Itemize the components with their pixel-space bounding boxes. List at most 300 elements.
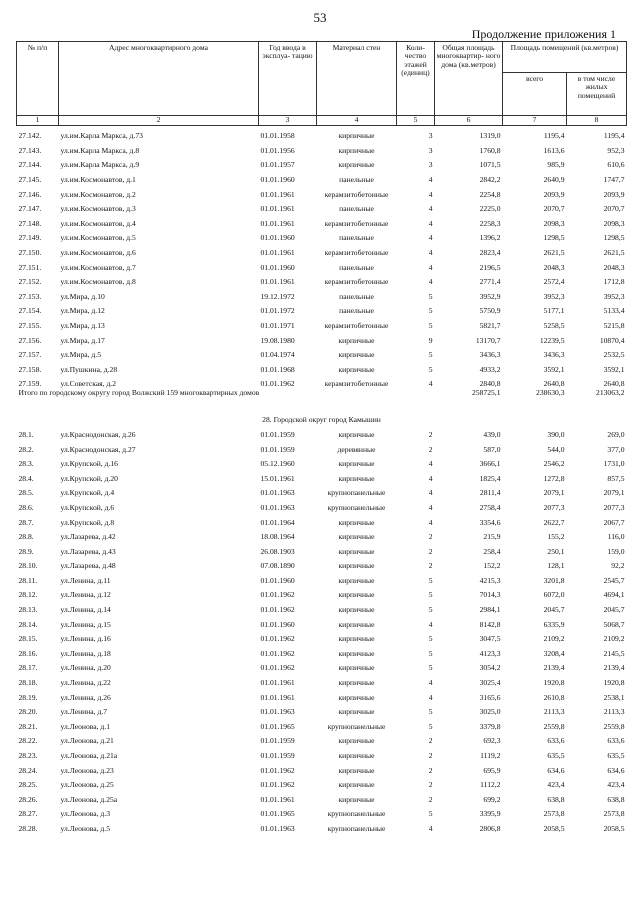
row-premises-all: 2113,3 (543, 707, 565, 717)
row-premises-living: 2545,7 (603, 575, 625, 585)
col-number: 3 (259, 116, 317, 126)
row-premises-living: 2077,3 (603, 502, 625, 512)
row-number: 27.152. (18, 277, 42, 287)
rows-kamyshin (17, 425, 627, 834)
row-year: 01.01.1965 (260, 809, 295, 819)
row-total-area: 3025,0 (479, 707, 501, 717)
table-row (17, 199, 627, 214)
row-premises-living: 2621,5 (603, 248, 625, 257)
table-row (17, 170, 627, 185)
row-address: ул.Пушкина, д.28 (60, 364, 118, 374)
row-number: 28.17. (18, 663, 38, 673)
row-number: 28.16. (18, 648, 38, 658)
row-number: 27.147. (18, 204, 42, 214)
row-address: ул.им.Космонавтов, д.5 (60, 233, 136, 243)
row-total-area: 587,0 (483, 444, 501, 454)
row-year: 01.01.1962 (260, 765, 295, 775)
row-total-area: 1319,0 (479, 131, 501, 141)
row-premises-living: 159,0 (607, 546, 625, 556)
row-material: панельные (339, 204, 374, 214)
row-premises-living: 92,2 (611, 561, 625, 571)
row-year: 01.01.1971 (260, 320, 295, 330)
row-premises-living: 2048,3 (603, 262, 625, 272)
col-header-no: № п/п (17, 42, 59, 116)
row-number: 28.19. (18, 692, 38, 702)
col-header-material: Материал стен (317, 42, 397, 116)
row-material: кирпичные (338, 736, 375, 746)
row-address: ул.им.Космонавтов, д.3 (60, 204, 136, 214)
col-number: 1 (17, 116, 59, 126)
row-address: ул.Ленина, д.14 (60, 605, 111, 615)
row-premises-living: 2640,8 (603, 379, 625, 389)
row-premises-living: 423,4 (607, 780, 625, 790)
row-premises-living: 634,6 (607, 765, 625, 775)
row-premises-living: 2532,5 (603, 350, 625, 360)
row-number: 27.158. (18, 364, 42, 374)
row-material: кирпичные (338, 546, 375, 556)
row-address: ул.Леонова, д.5 (60, 823, 110, 833)
row-material: панельные (339, 233, 374, 243)
table-row (17, 316, 627, 331)
row-premises-living: 116,0 (607, 532, 625, 542)
table-row (17, 454, 627, 469)
row-floors: 4 (428, 248, 433, 257)
row-number: 27.145. (18, 175, 42, 185)
row-material: кирпичные (338, 780, 375, 790)
row-floors: 5 (428, 575, 433, 585)
row-floors: 4 (428, 517, 433, 527)
row-total-area: 3379,8 (479, 721, 501, 731)
row-address: ул.Мира, д.10 (60, 291, 105, 301)
row-address: ул.им.Карла Маркса, д.8 (60, 145, 140, 155)
row-address: ул.Краснодонская, д.26 (60, 429, 136, 439)
row-year: 01.01.1956 (260, 145, 295, 155)
row-premises-living: 2093,9 (603, 189, 625, 199)
row-premises-living: 638,8 (607, 794, 625, 804)
row-address: ул.Крупской, д.16 (60, 459, 118, 469)
row-premises-all: 985,9 (547, 160, 565, 170)
table-row (17, 790, 627, 805)
row-premises-all: 2058,5 (543, 823, 565, 833)
row-year: 15.01.1961 (260, 473, 295, 483)
row-total-area: 1112,2 (480, 780, 501, 790)
row-material: кирпичные (338, 517, 375, 527)
table-row (17, 571, 627, 586)
row-address: ул.им.Карла Маркса, д.73 (60, 131, 143, 141)
row-premises-living: 857,5 (607, 473, 625, 483)
row-material: крупнопанельные (327, 823, 386, 833)
table-row (17, 360, 627, 375)
col-number: 4 (317, 116, 397, 126)
row-address: ул.Мира, д.13 (60, 320, 105, 330)
row-year: 01.01.1961 (260, 794, 295, 804)
row-floors: 2 (428, 546, 433, 556)
row-premises-all: 638,8 (547, 794, 565, 804)
row-premises-all: 2093,9 (543, 189, 565, 199)
row-premises-living: 2058,5 (603, 823, 625, 833)
table-row (17, 512, 627, 527)
row-premises-all: 2098,3 (543, 218, 565, 228)
table-row (17, 214, 627, 229)
total-label: Итого по городскому округу город Волжский 159 многоквартирных домов (18, 388, 260, 397)
table-row (17, 374, 627, 389)
row-floors: 4 (428, 619, 433, 629)
row-year: 01.01.1957 (260, 160, 295, 170)
table-row (17, 141, 627, 156)
row-premises-all: 2045,7 (543, 605, 565, 615)
row-material: кирпичные (338, 590, 375, 600)
row-year: 01.01.1963 (260, 707, 295, 717)
row-total-area: 3025,4 (479, 678, 501, 688)
row-premises-living: 952,3 (607, 145, 625, 155)
row-address: ул.Ленина, д.26 (60, 692, 111, 702)
row-year: 01.01.1961 (260, 218, 295, 228)
row-material: кирпичные (338, 794, 375, 804)
row-premises-living: 2070,7 (603, 204, 625, 214)
row-floors: 3 (428, 131, 433, 141)
row-address: ул.Краснодонская, д.27 (60, 444, 136, 454)
row-premises-living: 5215,8 (603, 320, 625, 330)
row-material: крупнопанельные (327, 721, 386, 731)
row-address: ул.Ленина, д.15 (60, 619, 111, 629)
row-material: кирпичные (338, 350, 375, 360)
row-material: панельные (339, 306, 374, 316)
row-total-area: 695,9 (483, 765, 501, 775)
table-row (17, 483, 627, 498)
row-address: ул.Ленина, д.20 (60, 663, 111, 673)
row-premises-living: 2109,2 (603, 634, 625, 644)
row-total-area: 2806,8 (479, 823, 501, 833)
housing-register-table (16, 41, 627, 833)
page-number: 53 (313, 10, 327, 25)
row-material: керамзитобетонные (324, 379, 389, 389)
col-number: 5 (397, 116, 435, 126)
row-year: 01.01.1961 (260, 204, 295, 214)
row-total-area: 2254,8 (479, 189, 501, 199)
row-floors: 4 (428, 459, 433, 469)
row-address: ул.Леонова, д.21а (60, 751, 118, 760)
row-premises-living: 5068,7 (603, 619, 625, 629)
col-header-premises-all: всего (503, 73, 567, 116)
row-number: 28.21. (18, 721, 38, 731)
table-row (17, 439, 627, 454)
row-year: 01.01.1963 (260, 823, 295, 833)
continuation-label: Продолжение приложения 1 (471, 27, 616, 41)
table-row (17, 687, 627, 702)
row-number: 27.153. (18, 291, 42, 301)
row-total-area: 3395,9 (479, 809, 501, 819)
row-premises-living: 2067,7 (603, 517, 625, 527)
row-number: 27.144. (18, 160, 42, 170)
row-address: ул.Мира, д.5 (60, 350, 101, 360)
row-address: ул.Мира, д.17 (60, 335, 105, 345)
row-total-area: 8142,8 (479, 619, 501, 629)
row-number: 27.154. (18, 306, 42, 316)
row-address: ул.Леонова, д.21 (60, 736, 114, 746)
row-premises-living: 1298,5 (603, 233, 625, 243)
row-premises-all: 633,6 (547, 736, 565, 746)
row-address: ул.Советская, д.2 (60, 379, 116, 389)
row-material: кирпичные (338, 678, 375, 688)
row-premises-living: 377,0 (607, 444, 625, 454)
row-material: панельные (339, 262, 374, 272)
table-row (17, 556, 627, 571)
row-premises-living: 2079,1 (603, 488, 625, 498)
row-year: 01.01.1959 (260, 736, 295, 746)
row-material: керамзитобетонные (324, 218, 389, 228)
row-premises-all: 3436,3 (543, 350, 565, 360)
row-total-area: 3054,2 (479, 663, 501, 673)
row-premises-all: 128,1 (547, 561, 565, 571)
row-material: кирпичные (338, 663, 375, 673)
row-material: кирпичные (338, 619, 375, 629)
row-address: ул.им.Космонавтов, д.4 (60, 218, 136, 228)
row-floors: 4 (428, 678, 433, 688)
row-year: 01.01.1962 (260, 379, 295, 389)
row-premises-all: 635,5 (547, 751, 565, 760)
row-floors: 9 (428, 335, 433, 345)
row-address: ул.Ленина, д.18 (60, 648, 111, 658)
row-premises-all: 2559,8 (543, 721, 565, 731)
row-total-area: 2225,0 (479, 204, 501, 214)
table-row (17, 345, 627, 360)
row-premises-living: 1712,8 (603, 277, 625, 287)
row-premises-all: 6072,0 (543, 590, 565, 600)
row-floors: 2 (428, 780, 433, 790)
row-year: 01.01.1962 (260, 663, 295, 673)
row-number: 28.12. (18, 590, 38, 600)
row-premises-all: 2640,9 (543, 175, 565, 185)
row-floors: 5 (428, 809, 433, 819)
row-premises-living: 2098,3 (603, 218, 625, 228)
row-total-area: 1760,8 (479, 145, 501, 155)
table-row (17, 760, 627, 775)
row-number: 28.4. (18, 473, 34, 483)
row-year: 05.12.1960 (260, 459, 295, 469)
row-number: 28.18. (18, 678, 38, 688)
table-row (17, 746, 627, 761)
row-premises-all: 5177,1 (543, 306, 565, 316)
row-total-area: 3436,3 (479, 350, 501, 360)
row-material: кирпичные (338, 648, 375, 658)
row-floors: 4 (428, 218, 433, 228)
row-material: кирпичные (338, 131, 375, 141)
row-total-area: 4215,3 (479, 575, 501, 585)
row-material: кирпичные (338, 751, 375, 760)
row-year: 01.01.1961 (260, 189, 295, 199)
table-row (17, 804, 627, 819)
row-floors: 5 (428, 663, 433, 673)
row-year: 01.01.1962 (260, 634, 295, 644)
row-premises-living: 2139,4 (603, 663, 625, 673)
section-row (17, 411, 627, 425)
row-year: 01.01.1968 (260, 364, 295, 374)
row-floors: 2 (428, 561, 433, 571)
row-year: 01.01.1959 (260, 444, 295, 454)
row-address: ул.Ленина, д.11 (60, 575, 111, 585)
row-total-area: 5821,7 (479, 320, 501, 330)
table-row (17, 425, 627, 440)
row-address: ул.им.Космонавтов, д.6 (60, 248, 136, 257)
row-total-area: 692,3 (483, 736, 501, 746)
row-material: керамзитобетонные (324, 277, 389, 287)
row-material: кирпичные (338, 364, 375, 374)
row-number: 27.159. (18, 379, 42, 389)
row-year: 01.01.1962 (260, 780, 295, 790)
row-material: кирпичные (338, 765, 375, 775)
row-material: керамзитобетонные (324, 189, 389, 199)
total-area-sum: 258725,1 (472, 388, 501, 397)
row-material: кирпичные (338, 575, 375, 585)
col-number: 2 (59, 116, 259, 126)
row-premises-all: 1195,4 (543, 131, 565, 141)
row-year: 01.01.1961 (260, 678, 295, 688)
table-row (17, 629, 627, 644)
row-number: 28.5. (18, 488, 34, 498)
row-floors: 5 (428, 721, 433, 731)
row-number: 28.8. (18, 532, 34, 542)
row-total-area: 699,2 (483, 794, 501, 804)
row-number: 28.13. (18, 605, 38, 615)
row-material: кирпичные (338, 532, 375, 542)
row-year: 26.08.1903 (260, 546, 295, 556)
row-floors: 4 (428, 379, 433, 389)
row-material: кирпичные (338, 429, 375, 439)
row-address: ул.Мира, д.12 (60, 306, 105, 316)
row-premises-all: 3592,1 (543, 364, 565, 374)
row-premises-living: 2559,8 (603, 721, 625, 731)
row-number: 28.20. (18, 707, 38, 717)
row-number: 27.150. (18, 248, 42, 257)
row-address: ул.Ленина, д.12 (60, 590, 111, 600)
row-premises-all: 634,6 (547, 765, 565, 775)
row-premises-all: 2546,2 (543, 459, 565, 469)
row-floors: 5 (428, 634, 433, 644)
row-premises-all: 3952,3 (543, 291, 565, 301)
row-year: 01.01.1960 (260, 262, 295, 272)
table-row (17, 257, 627, 272)
row-number: 27.146. (18, 189, 42, 199)
row-year: 01.01.1963 (260, 488, 295, 498)
row-year: 01.01.1962 (260, 605, 295, 615)
row-total-area: 2758,4 (479, 502, 501, 512)
row-number: 28.14. (18, 619, 38, 629)
row-number: 28.24. (18, 765, 38, 775)
row-address: ул.им.Космонавтов, д.2 (60, 189, 136, 199)
row-premises-all: 390,0 (547, 429, 565, 439)
row-floors: 4 (428, 277, 433, 287)
row-year: 01.01.1959 (260, 429, 295, 439)
row-total-area: 3666,1 (479, 459, 501, 469)
row-floors: 2 (428, 751, 433, 760)
row-year: 01.01.1961 (260, 277, 295, 287)
row-total-area: 7014,3 (479, 590, 501, 600)
row-material: кирпичные (338, 692, 375, 702)
row-number: 28.3. (18, 459, 34, 469)
row-premises-living: 2573,8 (603, 809, 625, 819)
row-year: 01.01.1962 (260, 648, 295, 658)
row-floors: 4 (428, 204, 433, 214)
row-address: ул.им.Космонавтов, д.7 (60, 262, 136, 272)
row-floors: 4 (428, 262, 433, 272)
row-total-area: 439,0 (483, 429, 501, 439)
table-row (17, 228, 627, 243)
row-address: ул.Леонова, д.3 (60, 809, 110, 819)
row-material: кирпичные (338, 473, 375, 483)
row-premises-all: 3208,4 (543, 648, 565, 658)
row-floors: 4 (428, 233, 433, 243)
row-floors: 2 (428, 794, 433, 804)
table-row (17, 498, 627, 513)
row-floors: 5 (428, 590, 433, 600)
row-total-area: 2984,1 (479, 605, 501, 615)
row-premises-living: 269,0 (607, 429, 625, 439)
table-row (17, 527, 627, 542)
row-number: 28.27. (18, 809, 38, 819)
row-material: кирпичные (338, 145, 375, 155)
table-row (17, 658, 627, 673)
row-total-area: 2771,4 (479, 277, 501, 287)
row-premises-all: 5258,5 (543, 320, 565, 330)
row-floors: 4 (428, 473, 433, 483)
row-year: 01.01.1965 (260, 721, 295, 731)
row-material: кирпичные (338, 459, 375, 469)
row-year: 19.12.1972 (260, 291, 295, 301)
row-address: ул.им.Космонавтов, д.8 (60, 277, 136, 287)
row-premises-living: 4694,1 (603, 590, 625, 600)
row-floors: 2 (428, 736, 433, 746)
row-address: ул.Ленина, д.7 (60, 707, 108, 717)
row-premises-living: 610,6 (607, 160, 625, 170)
row-total-area: 3354,6 (479, 517, 501, 527)
row-total-area: 152,2 (483, 561, 501, 571)
row-year: 01.01.1960 (260, 233, 295, 243)
total-section (17, 389, 627, 425)
row-total-area: 5750,9 (479, 306, 501, 316)
row-premises-living: 633,6 (607, 736, 625, 746)
row-premises-all: 2139,4 (543, 663, 565, 673)
row-premises-all: 2048,3 (543, 262, 565, 272)
row-premises-all: 1298,5 (543, 233, 565, 243)
table-row (17, 272, 627, 287)
rows-volzhsky (17, 126, 627, 389)
table-row (17, 731, 627, 746)
row-premises-all: 2610,8 (543, 692, 565, 702)
premises-living-sum: 213063,2 (596, 388, 625, 397)
row-premises-living: 2045,7 (603, 605, 625, 615)
row-floors: 5 (428, 291, 433, 301)
row-address: ул.Леонова, д.1 (60, 721, 110, 731)
row-premises-living: 635,5 (607, 751, 625, 760)
table-row (17, 184, 627, 199)
row-address: ул.Ленина, д.16 (60, 634, 111, 644)
col-header-premises-living: в том числе жилых помещений (567, 73, 627, 116)
row-total-area: 1825,4 (479, 473, 501, 483)
row-address: ул.им.Карла Маркса, д.9 (60, 160, 140, 170)
table-row (17, 614, 627, 629)
row-number: 27.151. (18, 262, 42, 272)
row-material: крупнопанельные (327, 488, 386, 498)
row-material: кирпичные (338, 605, 375, 615)
row-premises-all: 423,4 (547, 780, 565, 790)
table-row (17, 126, 627, 141)
row-year: 01.01.1960 (260, 575, 295, 585)
row-total-area: 4933,2 (479, 364, 501, 374)
row-total-area: 4123,3 (479, 648, 501, 658)
row-year: 01.01.1958 (260, 131, 295, 141)
table-row (17, 717, 627, 732)
row-premises-living: 1195,4 (603, 131, 625, 141)
